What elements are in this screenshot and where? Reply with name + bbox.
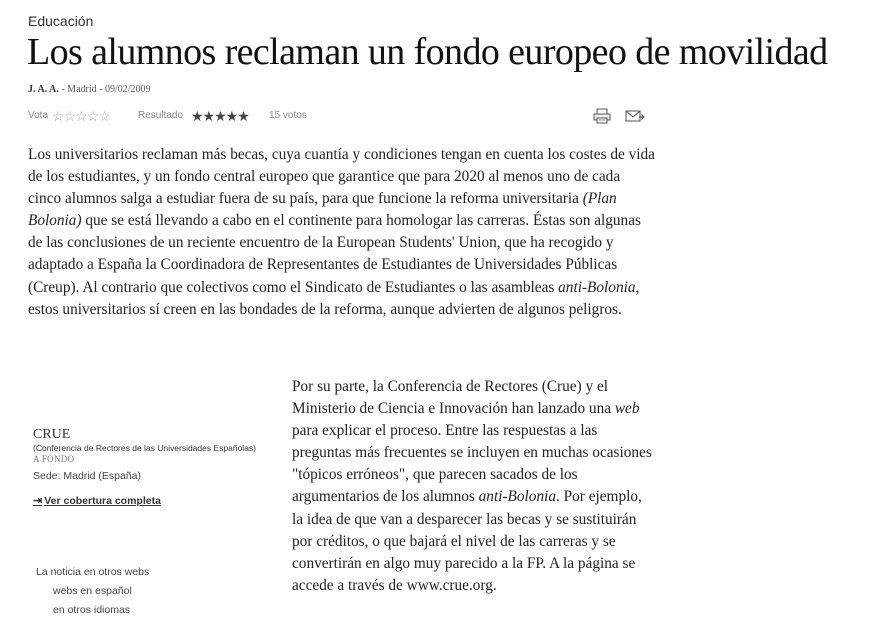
other-webs-languages-link[interactable]: en otros idiomas	[53, 604, 131, 616]
lead-text-3: , estos universitarios sí creen en las bondades de la reforma, aunque advierten de algunos peligros.	[28, 278, 640, 318]
related-topic-box	[33, 427, 283, 509]
location-date: - Madrid - 09/02/2009	[58, 84, 151, 95]
lead-italic-1: (Plan Bolonia)	[28, 190, 617, 230]
vote-stars-input[interactable]: ☆☆☆☆☆	[52, 108, 110, 124]
lead-text-2: que se está llevando a cabo en el continente para homologar las carreras. Éstas son algunas de las conclusiones de un reciente encuentro de la European Students' Union, que ha recogido y adaptado a España la Coordinadora de Representantes de Estudiantes de Universidades Públicas (Creup). Al contrario que colectivos como el Sindicato de Estudiantes o las asambleas	[28, 212, 641, 296]
other-webs-title: La noticia en otros webs	[36, 566, 150, 578]
vote-label: Vota	[28, 110, 49, 121]
arrow-right-icon: ⇥	[33, 495, 43, 507]
other-webs-box	[36, 566, 149, 616]
lead-text-1: Los universitarios reclaman más becas, cuya cuantía y condiciones tengan en cuenta los costes de vida de los estudiantes, y un fondo central europeo que garantice que para 2020 al menos uno de cada cinco alumnos salga a estudiar fuera de su país, para que funcione la reforma universitaria	[28, 146, 655, 208]
rating-bar	[28, 108, 648, 126]
lead-paragraph	[28, 144, 656, 321]
body-italic-1: web	[614, 400, 640, 418]
print-icon[interactable]	[593, 108, 611, 124]
result-label: Resultado	[138, 110, 184, 121]
body-text-3: . Por ejemplo, la idea de que van a desparecer las becas y se sustituirán por créditos, o que bajará el nivel de las carreras y se convertirán en algo muy parecido a la FP. A la página se accede a través de www.crue.org.	[292, 488, 642, 594]
body-italic-2: anti-Bolonia	[478, 488, 556, 506]
byline	[28, 84, 151, 95]
topic-full-name: (Conferencia de Rectores de las Universidades Españolas)	[33, 443, 257, 453]
coverage-link-label: Ver cobertura completa	[44, 495, 161, 507]
lead-italic-2: anti-Bolonia	[558, 278, 636, 296]
author: J. A. A.	[28, 84, 59, 95]
result-stars-full: ★★★★	[191, 108, 238, 124]
topic-name[interactable]: CRUE	[33, 427, 71, 442]
topic-sede: Sede: Madrid (España)	[33, 470, 141, 482]
result-stars	[191, 108, 249, 124]
votes-count: 15 votos	[269, 110, 307, 121]
a-fondo-label: A FONDO	[33, 454, 75, 464]
article-headline: Los alumnos reclaman un fondo europeo de movilidad	[27, 31, 828, 73]
result-star-half: ★	[237, 108, 249, 124]
body-text-1: Por su parte, la Conferencia de Rectores (Crue) y el Ministerio de Ciencia e Innovación han lanzado una	[292, 378, 615, 418]
coverage-link[interactable]	[33, 494, 161, 507]
other-webs-spanish-link[interactable]: webs en español	[53, 585, 132, 597]
email-icon[interactable]	[625, 108, 643, 124]
body-paragraph	[292, 376, 652, 597]
body-text-2: para explicar el proceso. Entre las respuestas a las preguntas más frecuentes se incluyen en muchas ocasiones "tópicos erróneos", que parecen sacados de los argumentarios de los alumnos	[292, 422, 652, 506]
section-label[interactable]: Educación	[28, 13, 94, 29]
